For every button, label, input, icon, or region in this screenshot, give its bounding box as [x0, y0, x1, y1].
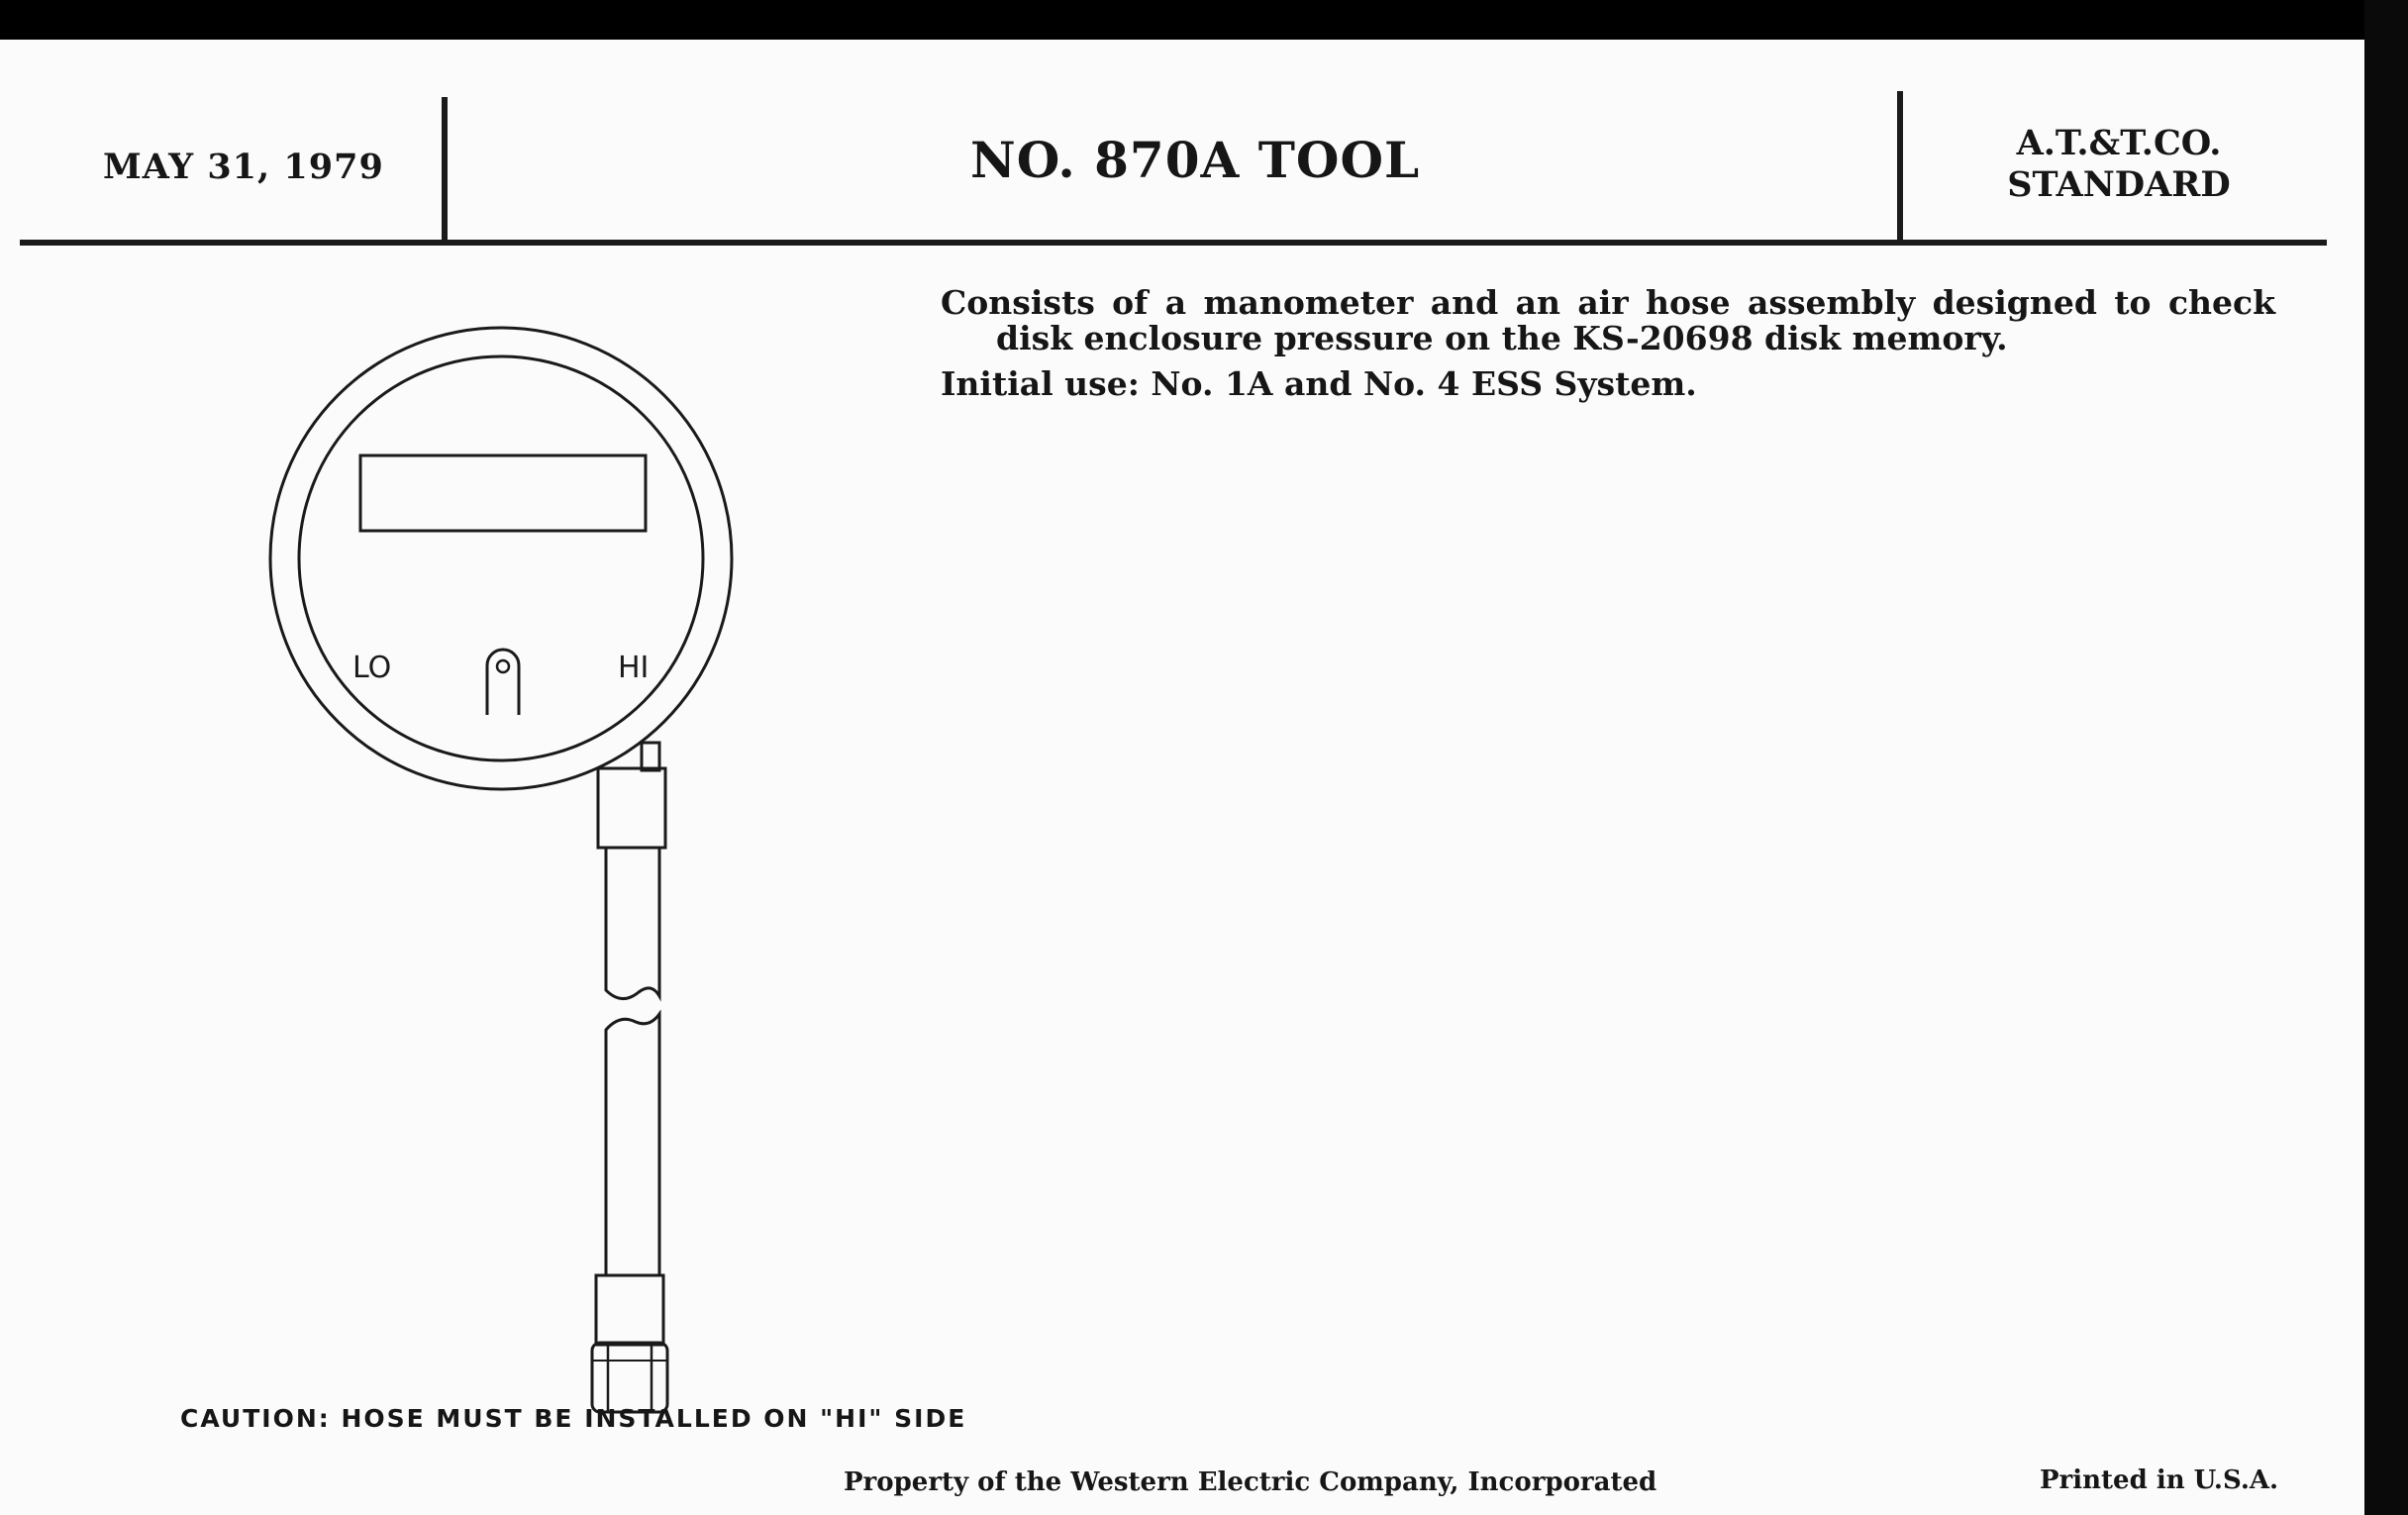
- tool-card: [0, 40, 2366, 1515]
- header-divider: [20, 240, 2327, 246]
- description-text: Consists of a manometer and an air hose assembly designed to check disk enclosure pressure on the KS-20698 disk memory.: [941, 283, 2275, 357]
- issue-date: MAY 31, 1979: [103, 147, 384, 187]
- header-separator-right: [1897, 91, 1903, 240]
- gauge-outer-ring: [270, 328, 732, 789]
- caution-note: CAUTION: HOSE MUST BE INSTALLED ON "HI" SIDE: [180, 1404, 967, 1433]
- header-separator-left: [442, 97, 448, 244]
- label-hi: HI: [618, 651, 650, 685]
- page-title: NO. 870A TOOL: [970, 131, 1421, 189]
- lower-ferrule: [596, 1275, 663, 1345]
- gauge-display-window: [360, 455, 646, 531]
- upper-sleeve: [598, 768, 665, 848]
- hex-nut: [592, 1343, 667, 1412]
- lower-hose: [606, 1014, 659, 1275]
- upper-hose: [606, 848, 659, 999]
- standard-line-2: STANDARD: [2007, 164, 2231, 205]
- hi-port-connector: [642, 743, 659, 770]
- label-lo: LO: [352, 651, 392, 685]
- scan-border: [2364, 0, 2408, 1515]
- property-notice: Property of the Western Electric Company, Incorporated: [844, 1467, 1657, 1497]
- gauge-inner-ring: [299, 356, 703, 760]
- screw-icon: [497, 660, 509, 672]
- description: [941, 285, 2275, 402]
- initial-use: Initial use: No. 1A and No. 4 ESS System.: [941, 364, 1697, 403]
- standard-label: [1970, 123, 2267, 206]
- manometer-drawing: [257, 277, 772, 1426]
- standard-line-1: A.T.&T.CO.: [2016, 123, 2222, 163]
- printed-notice: Printed in U.S.A.: [2040, 1465, 2279, 1495]
